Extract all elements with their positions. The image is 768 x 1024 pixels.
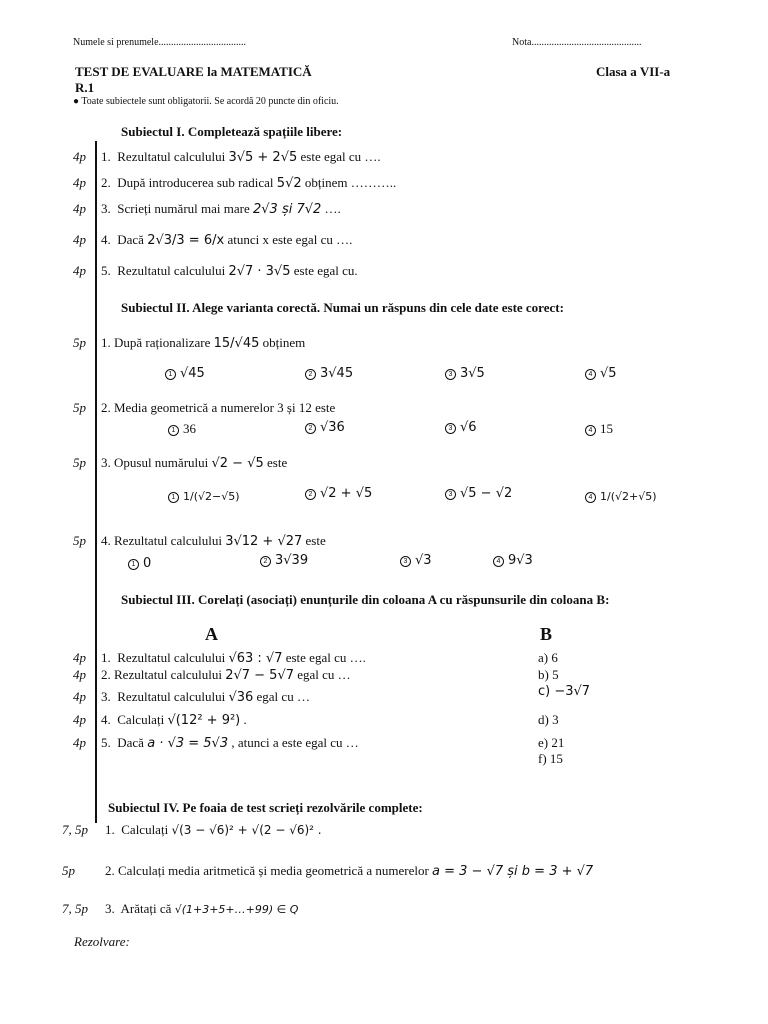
item-formula: √36 — [228, 690, 254, 705]
option-text: √5 — [600, 366, 617, 381]
item-tail: este — [305, 533, 326, 548]
s3-item-1 — [101, 650, 366, 666]
s2-q2-option-3[interactable] — [445, 419, 477, 435]
s3-points-3: 4p — [73, 689, 86, 704]
option-text: 3√5 — [460, 366, 485, 381]
column-b-heading: B — [540, 624, 554, 644]
item-text: Arătați că — [120, 901, 172, 916]
item-number: 2. — [101, 175, 111, 190]
item-formula: 3√5 + 2√5 — [228, 150, 298, 165]
s4-item-1 — [105, 822, 322, 838]
item-text: Dacă — [117, 735, 144, 750]
s3-points-5: 4p — [73, 735, 86, 750]
item-number: 1. — [101, 335, 111, 350]
s2-q1-option-1[interactable] — [165, 365, 205, 381]
s2-item-2 — [101, 400, 335, 416]
item-number: 3. — [101, 455, 111, 470]
margin-line — [95, 141, 97, 823]
option-marker-icon: 4 — [585, 425, 596, 436]
option-text: 15 — [600, 421, 613, 436]
item-number: 4. — [101, 232, 111, 247]
option-text: 0 — [143, 556, 152, 571]
item-number: 1. — [101, 149, 111, 164]
item-number: 3. — [105, 901, 115, 916]
option-marker-icon: 2 — [305, 489, 316, 500]
item-number: 1. — [105, 822, 115, 837]
s4-item-2 — [105, 863, 593, 879]
option-text: √5 − √2 — [460, 486, 513, 501]
option-marker-icon: 1 — [168, 425, 179, 436]
s1-points-5: 4p — [73, 263, 86, 278]
s2-q3-option-3[interactable] — [445, 485, 512, 501]
option-text: √36 — [320, 420, 345, 435]
item-tail: este egal cu. — [293, 263, 358, 278]
item-text: Rezultatul calculului — [117, 263, 226, 278]
item-number: 2. — [101, 400, 111, 415]
column-a-heading: A — [205, 624, 219, 644]
item-formula: a = 3 − √7 și b = 3 + √7 — [432, 864, 594, 879]
s2-points-3: 5p — [73, 455, 86, 470]
s2-item-3 — [101, 455, 287, 471]
option-marker-icon: 1 — [128, 559, 139, 570]
s1-points-1: 4p — [73, 149, 86, 164]
s1-points-3: 4p — [73, 201, 86, 216]
s4-points-2: 5p — [62, 863, 75, 878]
s2-q1-option-2[interactable] — [305, 365, 353, 381]
s2-points-1: 5p — [73, 335, 86, 350]
option-marker-icon: 2 — [305, 423, 316, 434]
item-number: 4. — [101, 712, 111, 727]
option-marker-icon: 2 — [260, 556, 271, 567]
option-text: 1/(√2−√5) — [183, 490, 240, 503]
s2-q2-option-1[interactable] — [168, 421, 196, 437]
s2-q2-option-4[interactable] — [585, 421, 613, 437]
s1-item-5 — [101, 263, 358, 279]
item-text: Media geometrică a numerelor 3 și 12 este — [114, 400, 336, 415]
item-formula: √63 : √7 — [228, 651, 283, 666]
s1-item-1 — [101, 149, 381, 165]
option-marker-icon: 3 — [445, 369, 456, 380]
s2-q2-option-2[interactable] — [305, 419, 345, 435]
instructions — [73, 96, 339, 107]
s3-points-2: 4p — [73, 667, 86, 682]
s2-title: Subiectul II. Alege varianta corectă. Numai un răspuns din cele date este corect: — [121, 300, 564, 315]
option-marker-icon: 3 — [400, 556, 411, 567]
s2-q3-option-1[interactable] — [168, 488, 240, 504]
bullet-icon: ● — [73, 96, 80, 107]
s1-title: Subiectul I. Completează spațiile libere: — [121, 124, 343, 139]
item-tail: egal cu … — [256, 689, 310, 704]
item-formula: 2√3/3 = 6/x — [147, 233, 225, 248]
s1-item-2 — [101, 175, 396, 191]
option-marker-icon: 4 — [585, 492, 596, 503]
option-text: √2 + √5 — [320, 486, 373, 501]
s1-item-4 — [101, 232, 352, 248]
item-formula: 5√2 — [276, 176, 302, 191]
class-label: Clasa a VII-a — [596, 64, 671, 79]
item-formula: √(3 − √6)² + √(2 − √6)² . — [171, 823, 322, 837]
item-tail: . — [243, 712, 247, 727]
item-text: Rezultatul calculului — [114, 667, 222, 682]
option-marker-icon: 2 — [305, 369, 316, 380]
item-number: 2. — [101, 667, 111, 682]
item-formula: 15/√45 — [213, 336, 260, 351]
s1-item-3 — [101, 201, 341, 217]
grade-field: Nota............................................ — [512, 37, 642, 48]
item-tail: obținem ……….. — [304, 175, 397, 190]
s1-points-4: 4p — [73, 232, 86, 247]
option-marker-icon: 4 — [585, 369, 596, 380]
option-marker-icon: 3 — [445, 489, 456, 500]
item-formula: 2√7 · 3√5 — [228, 264, 291, 279]
s2-points-2: 5p — [73, 400, 86, 415]
s2-item-4 — [101, 533, 326, 549]
s3-points-4: 4p — [73, 712, 86, 727]
item-number: 5. — [101, 735, 111, 750]
item-tail: este egal cu …. — [285, 650, 366, 665]
s2-q3-option-2[interactable] — [305, 485, 372, 501]
item-text: Rezultatul calculului — [117, 149, 226, 164]
name-field: Numele si prenumele................................... — [73, 37, 247, 48]
s2-q4-option-2[interactable] — [260, 552, 308, 568]
answer-a: a) 6 — [538, 650, 558, 665]
option-text: 9√3 — [508, 553, 533, 568]
item-tail: obținem — [262, 335, 306, 350]
item-text: Rezultatul calculului — [114, 533, 222, 548]
item-tail: este egal cu …. — [300, 149, 381, 164]
item-number: 3. — [101, 689, 111, 704]
s4-item-3 — [105, 901, 298, 917]
s1-points-2: 4p — [73, 175, 86, 190]
answer-e: e) 21 — [538, 735, 565, 750]
item-tail: …. — [324, 201, 341, 216]
s2-points-4: 5p — [73, 533, 86, 548]
option-text: √45 — [180, 366, 205, 381]
item-text: Dacă — [117, 232, 144, 247]
item-tail: egal cu … — [297, 667, 351, 682]
item-formula: a · √3 = 5√3 — [147, 736, 229, 751]
answer-c: c) −3√7 — [538, 684, 591, 699]
item-number: 5. — [101, 263, 111, 278]
option-text: 3√45 — [320, 366, 354, 381]
s4-points-1: 7, 5p — [62, 822, 88, 837]
s3-item-3 — [101, 689, 310, 705]
item-text: Calculați — [121, 822, 169, 837]
s2-q3-option-4[interactable] — [585, 488, 657, 504]
option-text: 36 — [183, 421, 196, 436]
item-text: Rezultatul calculului — [117, 689, 226, 704]
option-marker-icon: 1 — [168, 492, 179, 503]
option-text: √3 — [415, 553, 432, 568]
s2-q4-option-4[interactable] — [493, 552, 533, 568]
item-text: Rezultatul calculului — [117, 650, 226, 665]
answer-b: b) 5 — [538, 667, 559, 682]
item-formula: √2 − √5 — [211, 456, 264, 471]
s2-q4-option-1[interactable] — [128, 555, 151, 571]
s3-points-1: 4p — [73, 650, 86, 665]
instructions-text: Toate subiectele sunt obligatorii. Se acordă 20 puncte din oficiu. — [81, 96, 339, 107]
s4-points-3: 7, 5p — [62, 901, 88, 916]
answer-d: d) 3 — [538, 712, 559, 727]
item-text: După raționalizare — [114, 335, 211, 350]
s2-q1-option-4[interactable] — [585, 365, 617, 381]
item-formula: 2√7 − 5√7 — [225, 668, 294, 683]
s3-title: Subiectul III. Corelați (asociați) enunțurile din coloana A cu răspunsurile din coloana B: — [121, 592, 610, 607]
s3-item-5 — [101, 735, 359, 751]
variant-label: R.1 — [75, 80, 95, 95]
item-formula: √(1+3+5+…+99) ∈ Q — [174, 903, 299, 916]
answer-f: f) 15 — [538, 751, 563, 766]
item-number: 4. — [101, 533, 111, 548]
s3-item-4 — [101, 712, 247, 728]
s3-item-2 — [101, 667, 351, 683]
item-tail: atunci x este egal cu …. — [227, 232, 353, 247]
solution-label: Rezolvare: — [74, 934, 130, 949]
item-formula: 2√3 și 7√2 — [252, 202, 322, 217]
option-text: 3√39 — [275, 553, 309, 568]
option-marker-icon: 3 — [445, 423, 456, 434]
s4-title: Subiectul IV. Pe foaia de test scrieți rezolvările complete: — [108, 800, 423, 815]
s2-q1-option-3[interactable] — [445, 365, 485, 381]
item-formula: √(12² + 9²) — [167, 713, 241, 728]
test-title: TEST DE EVALUARE la MATEMATICĂ — [75, 64, 312, 79]
item-text: Calculați — [117, 712, 165, 727]
option-text: 1/(√2+√5) — [600, 490, 657, 503]
item-tail: este — [267, 455, 288, 470]
option-marker-icon: 1 — [165, 369, 176, 380]
option-text: √6 — [460, 420, 477, 435]
item-text: După introducerea sub radical — [117, 175, 274, 190]
option-marker-icon: 4 — [493, 556, 504, 567]
item-tail: , atunci a este egal cu … — [231, 735, 359, 750]
item-text: Calculați media aritmetică și media geometrică a numerelor — [118, 863, 429, 878]
item-number: 2. — [105, 863, 115, 878]
item-formula: 3√12 + √27 — [225, 534, 303, 549]
s2-q4-option-3[interactable] — [400, 552, 432, 568]
item-number: 1. — [101, 650, 111, 665]
item-text: Opusul numărului — [114, 455, 209, 470]
item-number: 3. — [101, 201, 111, 216]
item-text: Scrieți numărul mai mare — [117, 201, 250, 216]
s2-item-1 — [101, 335, 305, 351]
